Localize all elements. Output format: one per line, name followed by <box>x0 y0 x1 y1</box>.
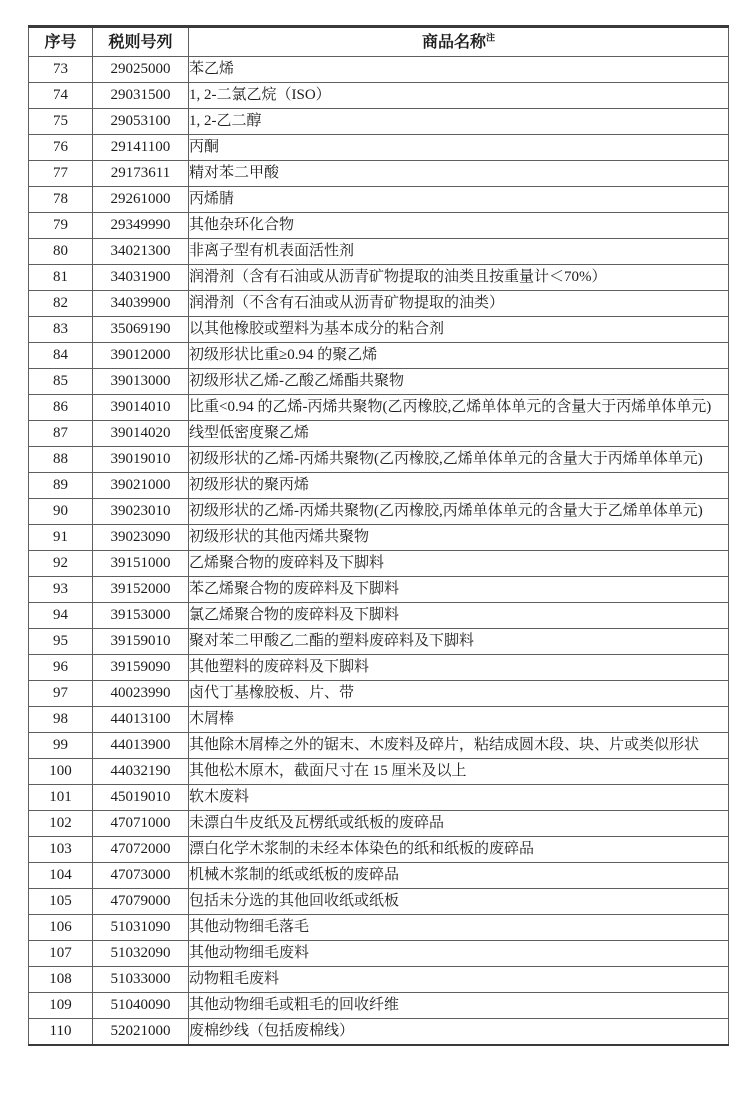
table-row <box>29 655 729 681</box>
tariff-code-cell: 39023090 <box>93 525 189 551</box>
row-index-cell: 79 <box>29 213 93 239</box>
product-name-cell: 比重<0.94 的乙烯-丙烯共聚物(乙丙橡胶,乙烯单体单元的含量大于丙烯单体单元) <box>189 395 729 421</box>
row-index-cell: 110 <box>29 1019 93 1046</box>
tariff-code-cell: 44032190 <box>93 759 189 785</box>
table-row <box>29 109 729 135</box>
table-row <box>29 291 729 317</box>
row-index-cell: 75 <box>29 109 93 135</box>
tariff-code-cell: 51040090 <box>93 993 189 1019</box>
row-index-cell: 101 <box>29 785 93 811</box>
row-index-cell: 95 <box>29 629 93 655</box>
tariff-code-cell: 51032090 <box>93 941 189 967</box>
tariff-code-cell: 44013100 <box>93 707 189 733</box>
row-index-cell: 103 <box>29 837 93 863</box>
table-row <box>29 577 729 603</box>
tariff-code-cell: 29031500 <box>93 83 189 109</box>
product-name-cell: 其他动物细毛落毛 <box>189 915 729 941</box>
product-name-cell: 非离子型有机表面活性剂 <box>189 239 729 265</box>
product-name-cell: 初级形状比重≥0.94 的聚乙烯 <box>189 343 729 369</box>
table-row <box>29 785 729 811</box>
row-index-cell: 85 <box>29 369 93 395</box>
product-name-cell: 润滑剂（不含有石油或从沥青矿物提取的油类） <box>189 291 729 317</box>
row-index-cell: 105 <box>29 889 93 915</box>
tariff-code-cell: 40023990 <box>93 681 189 707</box>
product-name-cell: 其他除木屑棒之外的锯末、木废料及碎片，粘结成圆木段、块、片或类似形状 <box>189 733 729 759</box>
product-name-cell: 聚对苯二甲酸乙二酯的塑料废碎料及下脚料 <box>189 629 729 655</box>
row-index-cell: 99 <box>29 733 93 759</box>
header-name <box>189 27 729 57</box>
row-index-cell: 109 <box>29 993 93 1019</box>
product-name-cell: 乙烯聚合物的废碎料及下脚料 <box>189 551 729 577</box>
table-row <box>29 343 729 369</box>
tariff-code-cell: 29025000 <box>93 57 189 83</box>
table-row <box>29 421 729 447</box>
row-index-cell: 97 <box>29 681 93 707</box>
product-name-cell: 软木废料 <box>189 785 729 811</box>
product-name-cell: 丙烯腈 <box>189 187 729 213</box>
tariff-code-cell: 47079000 <box>93 889 189 915</box>
product-name-cell: 初级形状乙烯-乙酸乙烯酯共聚物 <box>189 369 729 395</box>
table-row <box>29 1019 729 1046</box>
product-name-cell: 初级形状的其他丙烯共聚物 <box>189 525 729 551</box>
product-name-cell: 丙酮 <box>189 135 729 161</box>
header-index: 序号 <box>29 27 93 57</box>
table-row <box>29 941 729 967</box>
table-row <box>29 239 729 265</box>
header-code: 税则号列 <box>93 27 189 57</box>
table-row <box>29 707 729 733</box>
tariff-code-cell: 47073000 <box>93 863 189 889</box>
row-index-cell: 102 <box>29 811 93 837</box>
tariff-code-cell: 39019010 <box>93 447 189 473</box>
table-row <box>29 889 729 915</box>
row-index-cell: 73 <box>29 57 93 83</box>
table-row <box>29 863 729 889</box>
tariff-code-cell: 29261000 <box>93 187 189 213</box>
tariff-code-cell: 29053100 <box>93 109 189 135</box>
tariff-code-cell: 39159090 <box>93 655 189 681</box>
table-row <box>29 161 729 187</box>
product-name-cell: 漂白化学木浆制的未经本体染色的纸和纸板的废碎品 <box>189 837 729 863</box>
row-index-cell: 80 <box>29 239 93 265</box>
tariff-code-cell: 44013900 <box>93 733 189 759</box>
tariff-code-cell: 47072000 <box>93 837 189 863</box>
product-name-cell: 以其他橡胶或塑料为基本成分的粘合剂 <box>189 317 729 343</box>
product-name-cell: 废棉纱线（包括废棉线） <box>189 1019 729 1046</box>
tariff-code-cell: 39014020 <box>93 421 189 447</box>
tariff-code-cell: 29349990 <box>93 213 189 239</box>
tariff-code-cell: 39014010 <box>93 395 189 421</box>
row-index-cell: 83 <box>29 317 93 343</box>
table-row <box>29 811 729 837</box>
product-name-cell: 1, 2-二氯乙烷（ISO） <box>189 83 729 109</box>
row-index-cell: 74 <box>29 83 93 109</box>
header-name-label: 商品名称 <box>421 33 486 51</box>
tariff-code-cell: 39021000 <box>93 473 189 499</box>
product-name-cell: 初级形状的乙烯-丙烯共聚物(乙丙橡胶,乙烯单体单元的含量大于丙烯单体单元) <box>189 447 729 473</box>
tariff-code-cell: 34021300 <box>93 239 189 265</box>
row-index-cell: 89 <box>29 473 93 499</box>
row-index-cell: 92 <box>29 551 93 577</box>
product-name-cell: 未漂白牛皮纸及瓦楞纸或纸板的废碎品 <box>189 811 729 837</box>
tariff-code-cell: 39023010 <box>93 499 189 525</box>
table-row <box>29 369 729 395</box>
product-name-cell: 其他动物细毛废料 <box>189 941 729 967</box>
row-index-cell: 100 <box>29 759 93 785</box>
row-index-cell: 93 <box>29 577 93 603</box>
product-name-cell: 木屑棒 <box>189 707 729 733</box>
table-row <box>29 213 729 239</box>
row-index-cell: 94 <box>29 603 93 629</box>
tariff-code-cell: 51033000 <box>93 967 189 993</box>
product-name-cell: 精对苯二甲酸 <box>189 161 729 187</box>
product-name-cell: 其他杂环化合物 <box>189 213 729 239</box>
product-name-cell: 机械木浆制的纸或纸板的废碎品 <box>189 863 729 889</box>
table-row <box>29 681 729 707</box>
row-index-cell: 91 <box>29 525 93 551</box>
product-name-cell: 1, 2-乙二醇 <box>189 109 729 135</box>
table-row <box>29 603 729 629</box>
row-index-cell: 78 <box>29 187 93 213</box>
tariff-code-cell: 29141100 <box>93 135 189 161</box>
row-index-cell: 81 <box>29 265 93 291</box>
table-row <box>29 57 729 83</box>
row-index-cell: 104 <box>29 863 93 889</box>
row-index-cell: 96 <box>29 655 93 681</box>
tariff-code-cell: 34031900 <box>93 265 189 291</box>
header-row <box>29 27 729 57</box>
table-row <box>29 499 729 525</box>
tariff-code-cell: 39159010 <box>93 629 189 655</box>
tariff-code-cell: 51031090 <box>93 915 189 941</box>
product-name-cell: 包括未分选的其他回收纸或纸板 <box>189 889 729 915</box>
product-name-cell: 线型低密度聚乙烯 <box>189 421 729 447</box>
tariff-code-cell: 29173611 <box>93 161 189 187</box>
table-row <box>29 993 729 1019</box>
table-row <box>29 187 729 213</box>
table-row <box>29 135 729 161</box>
tariff-code-cell: 39013000 <box>93 369 189 395</box>
product-name-cell: 初级形状的乙烯-丙烯共聚物(乙丙橡胶,丙烯单体单元的含量大于乙烯单体单元) <box>189 499 729 525</box>
tariff-code-cell: 39151000 <box>93 551 189 577</box>
product-name-cell: 其他塑料的废碎料及下脚料 <box>189 655 729 681</box>
product-name-cell: 卤代丁基橡胶板、片、带 <box>189 681 729 707</box>
tariff-code-cell: 39152000 <box>93 577 189 603</box>
tariff-code-cell: 45019010 <box>93 785 189 811</box>
row-index-cell: 107 <box>29 941 93 967</box>
tariff-code-cell: 47071000 <box>93 811 189 837</box>
row-index-cell: 106 <box>29 915 93 941</box>
header-name-footnote-marker: 注 <box>486 32 496 43</box>
row-index-cell: 84 <box>29 343 93 369</box>
row-index-cell: 87 <box>29 421 93 447</box>
table-row <box>29 629 729 655</box>
product-name-cell: 其他动物细毛或粗毛的回收纤维 <box>189 993 729 1019</box>
table-row <box>29 317 729 343</box>
row-index-cell: 98 <box>29 707 93 733</box>
row-index-cell: 82 <box>29 291 93 317</box>
table-row <box>29 265 729 291</box>
row-index-cell: 88 <box>29 447 93 473</box>
tariff-code-cell: 39153000 <box>93 603 189 629</box>
table-row <box>29 837 729 863</box>
tariff-code-cell: 34039900 <box>93 291 189 317</box>
table-row <box>29 447 729 473</box>
product-name-cell: 动物粗毛废料 <box>189 967 729 993</box>
table-row <box>29 733 729 759</box>
table-row <box>29 551 729 577</box>
product-name-cell: 氯乙烯聚合物的废碎料及下脚料 <box>189 603 729 629</box>
row-index-cell: 108 <box>29 967 93 993</box>
product-name-cell: 苯乙烯聚合物的废碎料及下脚料 <box>189 577 729 603</box>
tariff-table-body <box>29 57 729 1046</box>
tariff-code-cell: 52021000 <box>93 1019 189 1046</box>
tariff-code-cell: 39012000 <box>93 343 189 369</box>
product-name-cell: 其他松木原木，截面尺寸在 15 厘米及以上 <box>189 759 729 785</box>
table-row <box>29 83 729 109</box>
row-index-cell: 76 <box>29 135 93 161</box>
row-index-cell: 86 <box>29 395 93 421</box>
product-name-cell: 初级形状的聚丙烯 <box>189 473 729 499</box>
row-index-cell: 90 <box>29 499 93 525</box>
tariff-code-cell: 35069190 <box>93 317 189 343</box>
table-row <box>29 915 729 941</box>
product-name-cell: 苯乙烯 <box>189 57 729 83</box>
table-row <box>29 473 729 499</box>
tariff-table-header <box>29 27 729 57</box>
table-row <box>29 759 729 785</box>
table-row <box>29 395 729 421</box>
table-row <box>29 525 729 551</box>
row-index-cell: 77 <box>29 161 93 187</box>
table-row <box>29 967 729 993</box>
product-name-cell: 润滑剂（含有石油或从沥青矿物提取的油类且按重量计＜70%） <box>189 265 729 291</box>
tariff-table <box>28 25 729 1046</box>
